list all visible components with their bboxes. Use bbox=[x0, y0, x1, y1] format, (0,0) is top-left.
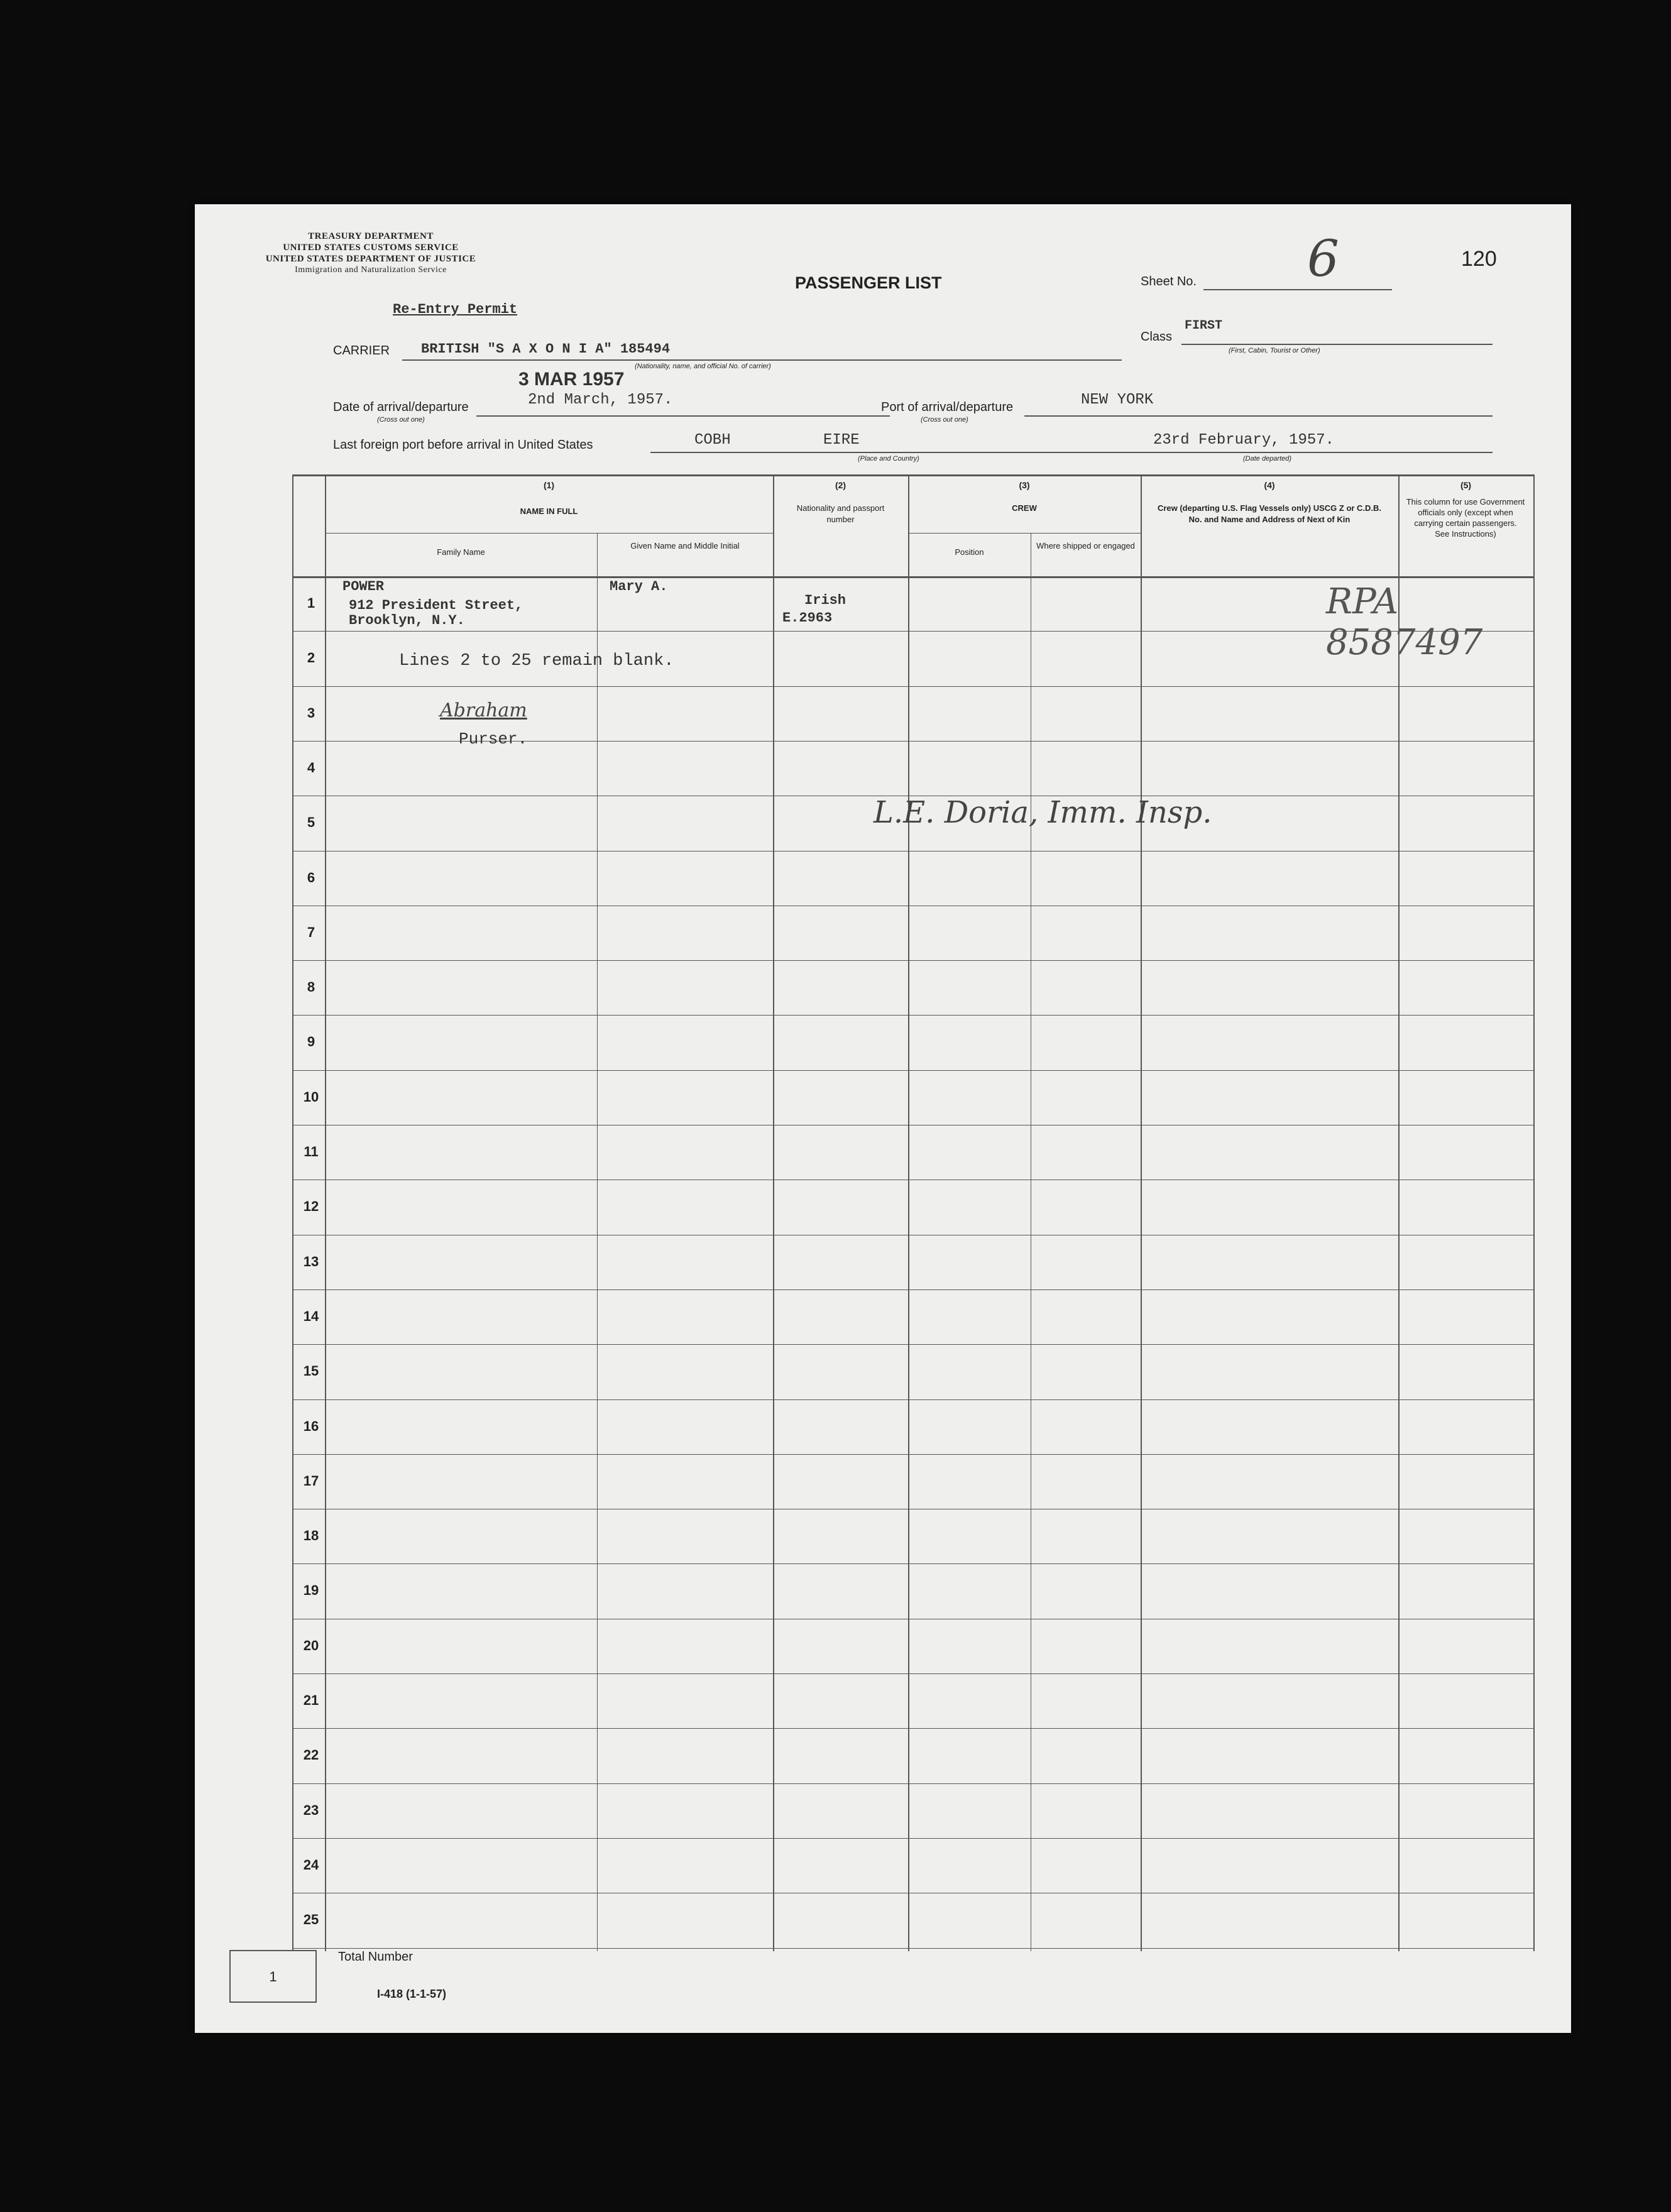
agency-line-3: UNITED STATES DEPARTMENT OF JUSTICE bbox=[265, 254, 476, 264]
col-4-number: (4) bbox=[1264, 480, 1275, 490]
total-label: Total Number bbox=[338, 1950, 413, 1964]
arrival-port-caption: (Cross out one) bbox=[921, 416, 968, 424]
class-underline bbox=[1181, 344, 1493, 345]
row-number-divider bbox=[325, 474, 326, 1951]
row-divider bbox=[292, 1344, 1533, 1345]
row-number: 6 bbox=[307, 869, 315, 885]
given-name-header: Given Name and Middle Initial bbox=[630, 541, 740, 550]
row-number: 18 bbox=[303, 1528, 319, 1544]
date-stamp: 3 MAR 1957 bbox=[518, 369, 625, 390]
inspector-signature: L.E. Doria, Imm. Insp. bbox=[874, 795, 1212, 830]
arrival-date-underline bbox=[476, 415, 890, 417]
row-number: 11 bbox=[304, 1144, 319, 1159]
row-number: 21 bbox=[303, 1692, 319, 1708]
row-number: 15 bbox=[303, 1363, 319, 1379]
row-divider bbox=[292, 686, 1533, 687]
sheet-underline bbox=[1203, 289, 1392, 290]
entry-1-nationality: Irish bbox=[804, 593, 846, 608]
class-value: FIRST bbox=[1185, 319, 1223, 333]
row-number: 3 bbox=[307, 704, 315, 721]
row-number: 10 bbox=[303, 1088, 319, 1105]
col-3-divider bbox=[1141, 474, 1142, 1951]
entry-1-family-name: POWER bbox=[342, 579, 385, 594]
carrier-underline bbox=[402, 359, 1122, 361]
table-top-border bbox=[292, 474, 1533, 476]
row-number: 23 bbox=[303, 1802, 319, 1818]
row-number: 9 bbox=[307, 1034, 315, 1050]
class-label: Class bbox=[1141, 330, 1173, 344]
row-number: 13 bbox=[303, 1253, 319, 1269]
row-divider bbox=[292, 1783, 1533, 1784]
entry-1-given-name: Mary A. bbox=[610, 579, 668, 594]
last-port-underline bbox=[650, 452, 1493, 453]
arrival-port-underline bbox=[1024, 415, 1493, 417]
row-number: 8 bbox=[307, 979, 315, 995]
row-divider bbox=[292, 1728, 1533, 1729]
row-number: 16 bbox=[303, 1418, 319, 1434]
col-3-number: (3) bbox=[1019, 480, 1030, 490]
row-divider bbox=[292, 1399, 1533, 1400]
arrival-port-label: Port of arrival/departure bbox=[881, 400, 1014, 414]
agency-line-4: Immigration and Naturalization Service bbox=[295, 265, 447, 275]
row-number: 24 bbox=[303, 1856, 319, 1873]
agency-line-1: TREASURY DEPARTMENT bbox=[308, 231, 434, 241]
row-number: 12 bbox=[303, 1198, 319, 1215]
row-number: 5 bbox=[307, 814, 315, 831]
arrival-date-caption: (Cross out one) bbox=[377, 416, 425, 424]
arrival-date-value: 2nd March, 1957. bbox=[528, 391, 673, 408]
header-bottom-line bbox=[292, 576, 1533, 578]
carrier-label: CARRIER bbox=[333, 344, 390, 358]
sheet-label: Sheet No. bbox=[1141, 275, 1197, 288]
last-port-country: EIRE bbox=[823, 432, 860, 449]
shipped-header: Where shipped or engaged bbox=[1036, 541, 1135, 550]
sheet-extra-number: 120 bbox=[1461, 247, 1497, 271]
row-number: 22 bbox=[303, 1747, 319, 1763]
form-title: PASSENGER LIST bbox=[795, 273, 942, 292]
col-4-title: Crew (departing U.S. Flag Vessels only) USCG Z or C.D.B. No. and Name and Address of Next of Kin bbox=[1157, 503, 1382, 524]
last-port-label: Last foreign port before arrival in United States bbox=[333, 438, 593, 452]
col-4-divider bbox=[1398, 474, 1400, 1951]
col-1-subheader-line bbox=[325, 533, 773, 534]
row-number: 4 bbox=[307, 759, 315, 775]
form-number: I-418 (1-1-57) bbox=[377, 1988, 447, 2000]
agency-line-2: UNITED STATES CUSTOMS SERVICE bbox=[283, 243, 459, 253]
row-divider bbox=[292, 1289, 1533, 1290]
purser-title: Purser. bbox=[459, 730, 528, 748]
row-divider bbox=[292, 1948, 1533, 1949]
row-divider bbox=[292, 1454, 1533, 1455]
table-border-right bbox=[1533, 474, 1535, 1951]
family-name-header: Family Name bbox=[437, 547, 485, 557]
col-1-number: (1) bbox=[543, 480, 555, 490]
position-header: Position bbox=[955, 547, 984, 557]
total-box bbox=[229, 1950, 317, 2003]
last-port-date: 23rd February, 1957. bbox=[1153, 432, 1335, 449]
entry-1-address-line-2: Brooklyn, N.Y. bbox=[349, 613, 465, 628]
agency-header bbox=[239, 231, 503, 276]
entry-1-rpa-annotation: RPA 8587497 bbox=[1326, 581, 1483, 663]
carrier-value: BRITISH "S A X O N I A" 185494 bbox=[421, 341, 671, 357]
re-entry-permit-note: Re-Entry Permit bbox=[393, 302, 518, 317]
col-2-title: Nationality and passport number bbox=[796, 503, 885, 524]
col-5-number: (5) bbox=[1460, 480, 1472, 490]
last-port-place: COBH bbox=[694, 432, 731, 449]
table-border-left bbox=[292, 474, 293, 1951]
row-divider bbox=[292, 1563, 1533, 1564]
carrier-caption: (Nationality, name, and official No. of carrier) bbox=[635, 363, 771, 370]
col-5-title: This column for use Government officials only (except when carrying certain passengers. See Instructions) bbox=[1406, 497, 1525, 539]
entry-1-passport: E.2963 bbox=[782, 610, 833, 626]
row-divider bbox=[292, 960, 1533, 961]
blank-lines-note: Lines 2 to 25 remain blank. bbox=[399, 652, 674, 671]
row-number: 14 bbox=[303, 1308, 319, 1324]
arrival-port-value: NEW YORK bbox=[1081, 391, 1154, 408]
last-port-caption: (Place and Country) bbox=[858, 455, 919, 463]
purser-signature: Abraham bbox=[440, 699, 527, 721]
row-number: 25 bbox=[303, 1912, 319, 1928]
total-value: 1 bbox=[269, 1969, 277, 1985]
row-number: 7 bbox=[307, 924, 315, 940]
col-1-divider bbox=[773, 474, 774, 1951]
passenger-table bbox=[292, 474, 1533, 1951]
col-2-divider bbox=[908, 474, 909, 1951]
row-divider bbox=[292, 1673, 1533, 1674]
row-divider bbox=[292, 1015, 1533, 1016]
row-number: 19 bbox=[303, 1582, 319, 1599]
row-number: 2 bbox=[307, 650, 315, 666]
class-caption: (First, Cabin, Tourist or Other) bbox=[1229, 347, 1320, 354]
col-1-title: NAME IN FULL bbox=[520, 506, 578, 516]
col-2-number: (2) bbox=[835, 480, 846, 490]
passenger-list-page bbox=[195, 204, 1571, 2033]
col-3-title: CREW bbox=[1012, 503, 1037, 513]
sheet-number: 6 bbox=[1307, 229, 1339, 288]
row-number: 20 bbox=[303, 1637, 319, 1653]
arrival-date-label: Date of arrival/departure bbox=[333, 400, 469, 414]
col-3-subheader-line bbox=[908, 533, 1141, 534]
family-given-divider bbox=[597, 533, 598, 1951]
entry-1-address-line-1: 912 President Street, bbox=[349, 598, 523, 613]
row-number: 1 bbox=[307, 595, 315, 611]
row-number: 17 bbox=[303, 1472, 319, 1489]
last-port-date-caption: (Date departed) bbox=[1243, 455, 1292, 463]
row-divider bbox=[292, 1070, 1533, 1071]
row-divider bbox=[292, 1838, 1533, 1839]
